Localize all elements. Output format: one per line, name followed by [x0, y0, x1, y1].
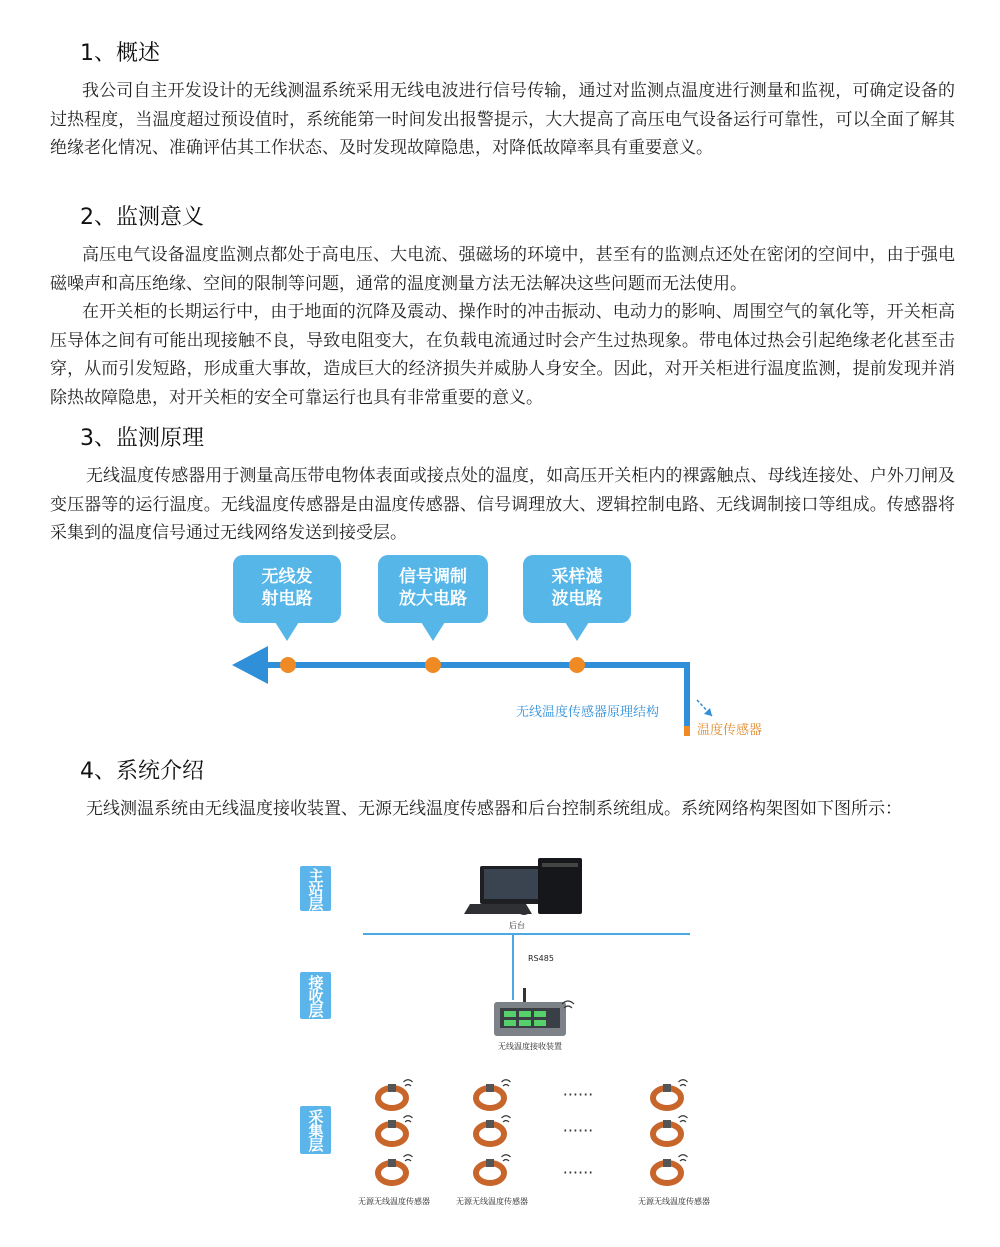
bubble-wireless-tx-line1: 无线发 [261, 567, 313, 587]
ellipsis-row-1: ······ [562, 1085, 594, 1104]
ring-sensor-icon [476, 1080, 511, 1108]
ellipsis-row-3: ······ [562, 1163, 594, 1182]
layer-tag-master [300, 866, 331, 913]
sensor-label-col-3: 无源无线温度传感器 [638, 1197, 710, 1206]
layer-master-char2: 站 [308, 881, 324, 899]
sensor-principle-diagram [232, 555, 762, 738]
section-1-title: 1、概述 [80, 41, 160, 66]
section-2-paragraph-1: 高压电气设备温度监测点都处于高电压、大电流、强磁场的环境中，甚至有的监测点还处在密闭的空间中，由于强电磁噪声和高压绝缘、空间的限制等问题，通常的温度测量方法无法解决这些问题而无法使用。 [50, 245, 955, 294]
sensor-label-col-2: 无源无线温度传感器 [456, 1197, 528, 1206]
system-network-diagram [300, 858, 710, 1206]
flow-node-3 [569, 657, 585, 673]
host-label: 后台 [509, 921, 525, 930]
section-4-paragraph: 无线测温系统由无线温度接收装置、无源无线温度传感器和后台控制系统组成。系统网络构架图如下图所示： [86, 799, 902, 819]
ring-sensor-icon [476, 1155, 511, 1183]
rs485-label: RS485 [528, 954, 554, 963]
section-3-title: 3、监测原理 [80, 426, 204, 451]
bubble-signal-amp-line1: 信号调制 [399, 567, 467, 587]
receiver-label: 无线温度接收装置 [498, 1042, 562, 1051]
bubble-signal-amp-line2: 放大电路 [399, 589, 467, 609]
layer-receive-char2: 收 [308, 988, 324, 1006]
bubble-wireless-tx [233, 555, 341, 641]
ring-sensor-icon [653, 1116, 688, 1144]
bubble-sampling-filter-line2: 波电路 [551, 589, 603, 609]
temperature-sensor-label: 温度传感器 [697, 723, 763, 738]
layer-collect-char3: 层 [308, 1136, 324, 1154]
bubble-sampling-filter-line1: 采样滤 [551, 567, 603, 587]
layer-tag-receive [300, 972, 331, 1020]
sensor-probe [684, 726, 690, 736]
layer-tag-collect [300, 1106, 331, 1154]
layer-receive-char3: 层 [308, 1002, 324, 1020]
computer-icon [464, 858, 582, 915]
bubble-signal-amp [378, 555, 488, 641]
layer-receive-char1: 接 [308, 974, 324, 992]
layer-master-char3: 层 [308, 895, 324, 913]
layer-collect-char2: 集 [308, 1122, 324, 1140]
layer-collect-char1: 采 [308, 1108, 324, 1126]
flow-node-2 [425, 657, 441, 673]
ring-sensor-icon [653, 1080, 688, 1108]
ellipsis-row-2: ······ [562, 1121, 594, 1140]
sensor-label-col-1: 无源无线温度传感器 [358, 1197, 430, 1206]
ring-sensor-icon [378, 1080, 413, 1108]
bubble-wireless-tx-line2: 射电路 [261, 589, 313, 609]
receiver-device-icon [494, 988, 574, 1036]
layer-master-char1: 主 [308, 867, 324, 885]
flow-node-1 [280, 657, 296, 673]
ring-sensor-icon [476, 1116, 511, 1144]
sensor-grid [378, 1080, 688, 1183]
bubble-sampling-filter [523, 555, 631, 641]
section-1-paragraph: 我公司自主开发设计的无线测温系统采用无线电波进行信号传输，通过对监测点温度进行测量和监视，可确定设备的过热程度，当温度超过预设值时，系统能第一时间发出报警提示，大大提高了高压电气设备运行可靠性，可以全面了解其绝缘老化情况、准确评估其工作状态、及时发现故障隐患，对降低故障率具有重要意义。 [50, 81, 955, 158]
sensor-principle-caption: 无线温度传感器原理结构 [516, 705, 660, 720]
ring-sensor-icon [378, 1155, 413, 1183]
section-3-paragraph: 无线温度传感器用于测量高压带电物体表面或接点处的温度，如高压开关柜内的裸露触点、母线连接处、户外刀闸及变压器等的运行温度。无线温度传感器是由温度传感器、信号调理放大、逻辑控制电路、无线调制接口等组成。传感器将采集到的温度信号通过无线网络发送到接受层。 [50, 466, 955, 543]
section-2-title: 2、监测意义 [80, 205, 204, 230]
ring-sensor-icon [378, 1116, 413, 1144]
ring-sensor-icon [653, 1155, 688, 1183]
flow-arrow-head [232, 646, 268, 684]
section-2-paragraph-2: 在开关柜的长期运行中，由于地面的沉降及震动、操作时的冲击振动、电动力的影响、周围空气的氧化等，开关柜高压导体之间有可能出现接触不良，导致电阻变大，在负载电流通过时会产生过热现象。带电体过热会引起绝缘老化甚至击穿，从而引发短路，形成重大事故，造成巨大的经济损失并威胁人身安全。因此，对开关柜进行温度监测，提前发现并消除热故障隐患，对开关柜的安全可靠运行也具有非常重要的意义。 [50, 302, 955, 408]
section-4-title: 4、系统介绍 [80, 759, 204, 784]
